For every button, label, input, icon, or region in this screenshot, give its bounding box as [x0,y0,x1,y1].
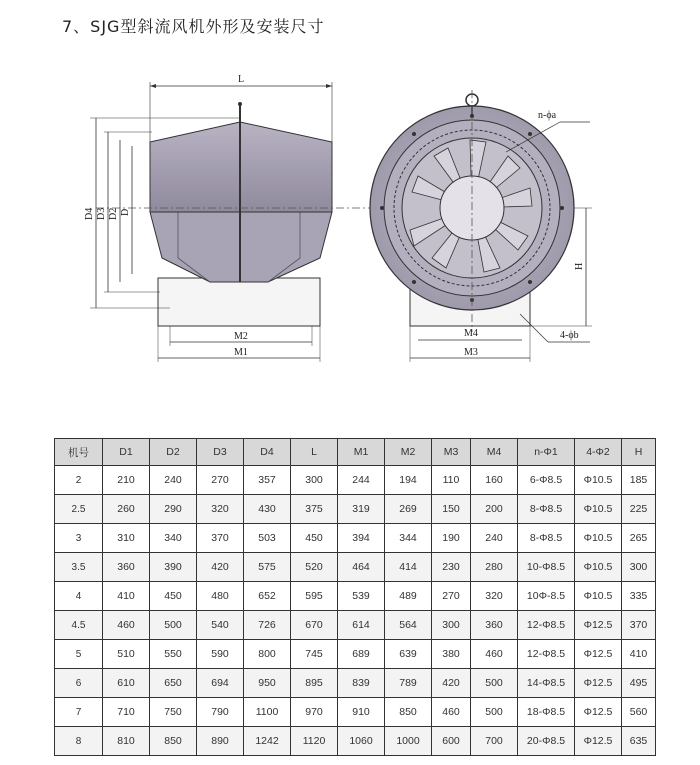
table-cell: 726 [244,611,291,640]
table-cell: 689 [338,640,385,669]
table-cell: 244 [338,466,385,495]
table-cell: 430 [244,495,291,524]
header-cell: 4-Φ2 [575,439,622,466]
table-cell: 639 [385,640,432,669]
table-cell: Φ12.5 [575,611,622,640]
header-cell: M2 [385,439,432,466]
table-row [55,669,656,698]
table-cell: 750 [150,698,197,727]
table-cell: 910 [338,698,385,727]
table-cell: 460 [471,640,518,669]
table-cell: 2.5 [55,495,103,524]
table-cell: 240 [150,466,197,495]
table-cell: 950 [244,669,291,698]
table-cell: 260 [103,495,150,524]
table-cell: 595 [291,582,338,611]
table-cell: 18-Φ8.5 [518,698,575,727]
table-row [55,495,656,524]
table-cell: 614 [338,611,385,640]
table-cell: 850 [150,727,197,756]
page-title: 7、SJG型斜流风机外形及安装尺寸 [62,17,325,36]
table-cell: 12-Φ8.5 [518,640,575,669]
front-view [370,90,592,362]
table-cell: 575 [244,553,291,582]
table-cell: 4 [55,582,103,611]
table-cell: 10Φ-8.5 [518,582,575,611]
table-cell: 694 [197,669,244,698]
dim-label-M1: M1 [234,347,248,358]
table-cell: 710 [103,698,150,727]
table-cell: Φ12.5 [575,640,622,669]
fan-outline-drawing [0,60,700,390]
table-cell: 335 [622,582,656,611]
table-row [55,466,656,495]
table-cell: 375 [291,495,338,524]
header-cell: M4 [471,439,518,466]
table-cell: 520 [291,553,338,582]
table-cell: 610 [103,669,150,698]
table-cell: 480 [197,582,244,611]
table-cell: 510 [103,640,150,669]
table-cell: 590 [197,640,244,669]
table-cell: 500 [150,611,197,640]
table-cell: 160 [471,466,518,495]
table-cell: 319 [338,495,385,524]
table-cell: Φ12.5 [575,727,622,756]
table-cell: 12-Φ8.5 [518,611,575,640]
header-cell: H [622,439,656,466]
table-cell: 2 [55,466,103,495]
table-cell: 290 [150,495,197,524]
table-cell: 420 [432,669,471,698]
table-cell: 7 [55,698,103,727]
table-row [55,640,656,669]
table-cell: 539 [338,582,385,611]
side-view [84,74,420,362]
table-cell: 1242 [244,727,291,756]
table-cell: 970 [291,698,338,727]
table-cell: 6 [55,669,103,698]
table-cell: Φ10.5 [575,582,622,611]
table-body [55,466,656,756]
table-cell: 450 [150,582,197,611]
table-cell: 8-Φ8.5 [518,495,575,524]
table-cell: 394 [338,524,385,553]
side-base [158,278,320,326]
table-cell: 460 [432,698,471,727]
table-cell: 503 [244,524,291,553]
table-cell: 230 [432,553,471,582]
table-cell: 895 [291,669,338,698]
table-cell: 370 [197,524,244,553]
table-cell: 320 [471,582,518,611]
table-row [55,524,656,553]
table-cell: 789 [385,669,432,698]
table-row [55,698,656,727]
table-cell: 464 [338,553,385,582]
header-cell: 机号 [55,439,103,466]
table-cell: 269 [385,495,432,524]
table-row [55,553,656,582]
table-cell: 14-Φ8.5 [518,669,575,698]
table-cell: 225 [622,495,656,524]
dim-label-M2: M2 [234,331,248,342]
dimension-table [54,438,656,756]
table-cell: 489 [385,582,432,611]
table-row [55,727,656,756]
table-cell: 390 [150,553,197,582]
table-cell: 564 [385,611,432,640]
table-cell: 280 [471,553,518,582]
table-cell: 600 [432,727,471,756]
table-cell: 194 [385,466,432,495]
dim-label-D2: D2 [108,207,119,220]
table-cell: 8 [55,727,103,756]
table-cell: 410 [622,640,656,669]
table-cell: 850 [385,698,432,727]
dim-label-M4: M4 [464,328,478,339]
table-cell: Φ12.5 [575,698,622,727]
table-cell: 340 [150,524,197,553]
dim-label-n-phi-a: n-ϕa [538,110,557,121]
table-cell: 5 [55,640,103,669]
table-cell: 890 [197,727,244,756]
table-cell: 300 [291,466,338,495]
dim-label-H: H [574,262,585,270]
header-cell: D4 [244,439,291,466]
table-cell: 790 [197,698,244,727]
table-cell: 380 [432,640,471,669]
table-cell: 450 [291,524,338,553]
table-cell: 745 [291,640,338,669]
table-cell: 460 [103,611,150,640]
header-cell: M3 [432,439,471,466]
table-cell: 360 [471,611,518,640]
dim-label-D4: D4 [84,207,95,220]
table-cell: 310 [103,524,150,553]
table-cell: 3.5 [55,553,103,582]
header-cell: M1 [338,439,385,466]
table-cell: 265 [622,524,656,553]
table-cell: Φ10.5 [575,553,622,582]
table-cell: 270 [432,582,471,611]
table-cell: 414 [385,553,432,582]
table-cell: 635 [622,727,656,756]
table-cell: 495 [622,669,656,698]
table-cell: 1120 [291,727,338,756]
header-cell: D2 [150,439,197,466]
header-cell: n-Φ1 [518,439,575,466]
table-cell: 190 [432,524,471,553]
table-cell: 240 [471,524,518,553]
table-header-row [55,439,656,466]
table-cell: 652 [244,582,291,611]
table-cell: 6-Φ8.5 [518,466,575,495]
table-cell: 1100 [244,698,291,727]
table-cell: 550 [150,640,197,669]
table-cell: 4.5 [55,611,103,640]
table-cell: 670 [291,611,338,640]
dim-label-4-phi-b: 4-ϕb [560,330,579,341]
table-cell: Φ10.5 [575,466,622,495]
table-cell: Φ10.5 [575,524,622,553]
table-cell: 210 [103,466,150,495]
table-row [55,582,656,611]
table-cell: 300 [432,611,471,640]
table-cell: 1060 [338,727,385,756]
table-cell: 360 [103,553,150,582]
table-cell: Φ12.5 [575,669,622,698]
table-cell: 1000 [385,727,432,756]
dim-label-M3: M3 [464,347,478,358]
table-cell: 560 [622,698,656,727]
header-cell: D3 [197,439,244,466]
table-cell: 700 [471,727,518,756]
header-cell: L [291,439,338,466]
table-cell: 357 [244,466,291,495]
table-cell: 540 [197,611,244,640]
table-cell: 10-Φ8.5 [518,553,575,582]
header-cell: D1 [103,439,150,466]
table-cell: 3 [55,524,103,553]
table-cell: 20-Φ8.5 [518,727,575,756]
table-cell: Φ10.5 [575,495,622,524]
dim-label-D3: D3 [96,207,107,220]
dim-label-D: D [120,208,131,216]
table-cell: 420 [197,553,244,582]
table-cell: 185 [622,466,656,495]
table-cell: 110 [432,466,471,495]
table-cell: 344 [385,524,432,553]
table-cell: 320 [197,495,244,524]
dim-label-L: L [238,74,245,85]
table-cell: 650 [150,669,197,698]
table-cell: 8-Φ8.5 [518,524,575,553]
table-row [55,611,656,640]
table-cell: 839 [338,669,385,698]
table-cell: 200 [471,495,518,524]
table-cell: 810 [103,727,150,756]
table-cell: 270 [197,466,244,495]
table-cell: 370 [622,611,656,640]
table-cell: 300 [622,553,656,582]
table-cell: 410 [103,582,150,611]
table-cell: 500 [471,669,518,698]
table-cell: 800 [244,640,291,669]
table-cell: 150 [432,495,471,524]
table-cell: 500 [471,698,518,727]
